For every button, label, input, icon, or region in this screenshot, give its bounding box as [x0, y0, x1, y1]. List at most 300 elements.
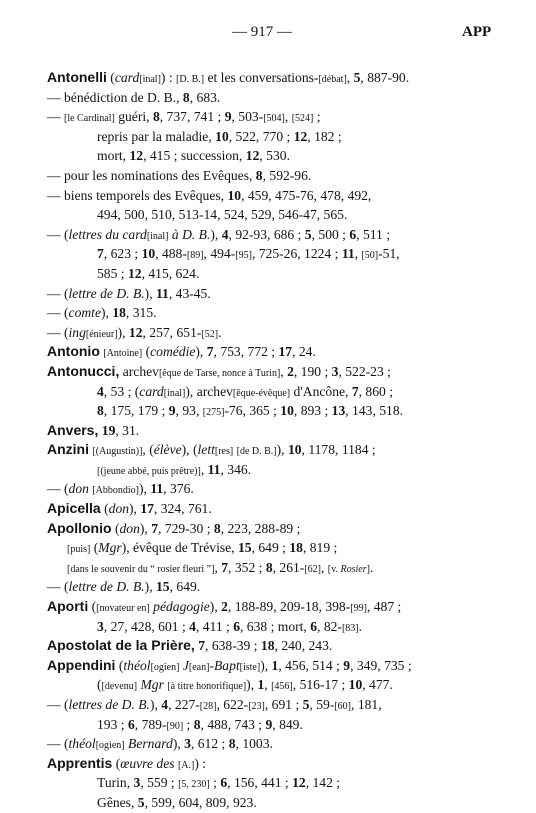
- entry-text: 4: [189, 618, 196, 634]
- entry-text: (: [90, 540, 99, 556]
- entry-text: , 411 ;: [195, 618, 234, 634]
- entry-text: 6: [310, 618, 318, 634]
- entry-text: , 227-: [168, 697, 200, 712]
- index-line: [0, 401, 536, 421]
- entry-text: [D. B.]: [176, 74, 205, 85]
- entry-text: 7: [198, 638, 206, 654]
- entry-headword: Apprentis: [47, 754, 113, 771]
- entry-text: — pour les nominations des Evêques,: [47, 167, 256, 183]
- entry-text: , 516-17 ;: [292, 677, 349, 693]
- entry-text: [(jeune abbé, puis prêtre)]: [97, 465, 201, 477]
- entry-text: , 143, 518.: [345, 403, 404, 419]
- entry-text: , 349, 735 ;: [350, 657, 412, 673]
- entry-text: 12: [127, 265, 142, 281]
- index-line: [0, 127, 536, 147]
- entry-text: [23]: [248, 701, 265, 712]
- entry-text: 11: [207, 461, 221, 477]
- index-line: [0, 577, 536, 597]
- entry-text: [le Cardinal]: [64, 113, 115, 125]
- entry-text: , 477.: [362, 677, 393, 693]
- index-line: [0, 264, 536, 284]
- entry-text: [novateur en]: [96, 603, 150, 615]
- entry-text: , 190 ;: [293, 363, 332, 379]
- entry-text: don: [68, 481, 89, 497]
- entry-text: , 181,: [351, 697, 382, 712]
- entry-text: , 24.: [292, 344, 316, 360]
- entry-text: ),: [246, 677, 258, 693]
- entry-headword: Antonio: [47, 343, 100, 360]
- index-line: [0, 460, 536, 480]
- entry-text: élève: [153, 442, 182, 458]
- entry-text: [60]: [334, 701, 352, 712]
- entry-text: [Antoine]: [103, 348, 143, 360]
- entry-text: 8: [213, 520, 221, 536]
- entry-text: [504]: [263, 113, 285, 125]
- entry-text: , 500 ;: [311, 226, 350, 242]
- entry-text: 494, 500, 510, 513-14, 524, 529, 546-47, 565.: [97, 207, 348, 223]
- entry-text: [v.: [327, 563, 341, 575]
- entry-text: [5, 230]: [178, 779, 210, 791]
- entry-text: , 182 ;: [307, 128, 342, 144]
- entry-text: 7: [97, 246, 104, 262]
- entry-text: repris par la maladie,: [97, 128, 216, 144]
- entry-text: [95]: [235, 250, 252, 262]
- entry-text: 2: [221, 599, 228, 615]
- entry-text: [90]: [166, 720, 184, 732]
- index-entries: [0, 68, 536, 813]
- entry-text: — (: [47, 579, 69, 595]
- entry-text: 5: [304, 226, 312, 242]
- entry-text: ),: [195, 344, 207, 360]
- entry-text: [êque de Tarse, nonce à Turin]: [158, 367, 281, 379]
- entry-text: 7: [351, 383, 359, 399]
- index-line: [0, 597, 536, 617]
- entry-text: — (: [47, 481, 69, 497]
- index-line: [0, 225, 536, 245]
- entry-text: Mgr: [98, 540, 122, 556]
- entry-text: 585 ;: [97, 265, 128, 281]
- entry-text: Turin,: [97, 775, 134, 791]
- entry-text: ,: [200, 461, 208, 477]
- entry-text: , 175, 179 ;: [103, 403, 169, 419]
- index-line: [0, 538, 536, 558]
- entry-text: archev: [119, 363, 159, 379]
- entry-text: lett: [197, 442, 215, 458]
- entry-text: , 315.: [125, 305, 157, 321]
- entry-text: [456]: [271, 681, 293, 693]
- index-line: [0, 695, 536, 715]
- entry-text: [A.]: [177, 759, 195, 771]
- entry-text: —: [47, 109, 64, 125]
- entry-text: comédie: [150, 344, 196, 360]
- entry-text: card: [114, 70, 140, 85]
- index-line: [0, 656, 536, 676]
- entry-text: 1: [271, 657, 279, 673]
- entry-text: , 789-: [134, 716, 167, 732]
- entry-text: , 849.: [272, 716, 303, 732]
- entry-headword: Apollonio: [47, 519, 112, 536]
- entry-text: 5: [137, 794, 145, 810]
- index-line: [0, 440, 536, 460]
- entry-text: , 223, 288-89 ;: [220, 520, 301, 536]
- entry-text: , 488, 743 ;: [200, 716, 266, 732]
- entry-text: [devenu]: [101, 681, 138, 693]
- entry-text: — bénédiction de D. B.,: [47, 89, 183, 105]
- entry-text: ),: [144, 579, 156, 595]
- entry-text: 8: [228, 736, 236, 752]
- entry-text: , 622-: [216, 697, 249, 712]
- entry-text: [89]: [186, 250, 204, 262]
- entry-text: [à titre honorifique]: [167, 681, 247, 693]
- entry-text: , 488-: [155, 246, 187, 262]
- entry-text: 3: [97, 618, 104, 634]
- entry-text: , 376.: [163, 481, 194, 497]
- entry-text: .: [358, 618, 363, 634]
- entry-text: [ogien]: [95, 740, 125, 752]
- entry-text: , 691 ;: [264, 697, 303, 712]
- entry-text: [puis]: [67, 544, 91, 556]
- entry-text: , 1003.: [235, 736, 273, 752]
- index-line: [0, 754, 536, 774]
- index-line: [0, 107, 536, 127]
- entry-text: 2: [287, 363, 294, 379]
- index-line: [0, 519, 536, 539]
- index-line: [0, 146, 536, 166]
- entry-text: comte: [68, 305, 101, 321]
- entry-text: , 623 ;: [103, 246, 142, 262]
- entry-text: , 93,: [175, 403, 203, 419]
- entry-text: guéri,: [114, 109, 153, 125]
- entry-text: , 649 ;: [251, 540, 290, 556]
- entry-text: [inal]: [163, 387, 186, 399]
- index-line: [0, 734, 536, 754]
- entry-text: 7: [206, 344, 214, 360]
- entry-text: , 257, 651-: [142, 324, 202, 340]
- entry-text: -76, 365 ;: [224, 403, 281, 419]
- entry-text: (: [112, 755, 121, 771]
- entry-text: , 415, 624.: [141, 265, 200, 281]
- page-number: — 917 —: [232, 24, 292, 40]
- entry-text: 8: [255, 167, 263, 183]
- entry-text: 6: [220, 775, 228, 791]
- entry-text: 9: [265, 716, 273, 732]
- entry-text: 19: [101, 422, 116, 438]
- entry-text: -51,: [378, 246, 400, 262]
- entry-text: , 612 ;: [190, 736, 229, 752]
- entry-text: d'Ancône,: [290, 383, 352, 399]
- entry-text: œuvre des: [120, 755, 175, 771]
- entry-text: , 1178, 1184 ;: [301, 442, 376, 458]
- entry-text: 12: [128, 324, 143, 340]
- entry-text: [ean]: [188, 661, 210, 673]
- index-line: [0, 479, 536, 499]
- entry-text: , 522-23 ;: [338, 363, 391, 379]
- index-line: [0, 205, 536, 225]
- entry-text: [res]: [214, 446, 234, 458]
- entry-text: ,: [354, 246, 362, 262]
- entry-text: — (: [47, 305, 69, 321]
- entry-text: ), archev: [185, 383, 233, 399]
- entry-text: Gênes,: [97, 794, 138, 810]
- entry-text: 18: [260, 638, 275, 654]
- entry-text: J: [182, 657, 189, 673]
- entry-text: 8: [182, 89, 190, 105]
- entry-text: [inal]: [146, 230, 169, 242]
- index-line: [0, 617, 536, 637]
- entry-text: 10: [348, 677, 363, 693]
- entry-text: Bernard: [128, 736, 173, 752]
- entry-text: lettre de D. B.: [68, 285, 145, 301]
- entry-text: , 819 ;: [302, 540, 338, 556]
- entry-text: ),: [149, 697, 162, 712]
- running-head: APP: [462, 24, 492, 40]
- entry-text: ),: [139, 520, 152, 536]
- index-line: [0, 636, 536, 656]
- entry-text: .: [369, 559, 374, 575]
- entry-text: 9: [168, 403, 176, 419]
- entry-text: , 415 ; succession,: [143, 148, 246, 164]
- entry-text: [(Augustin)]: [92, 446, 143, 458]
- entry-text: , 240, 243.: [274, 638, 333, 654]
- entry-text: , 592-96.: [262, 167, 312, 183]
- entry-text: 12: [293, 128, 308, 144]
- entry-text: , 92-93, 686 ;: [228, 226, 305, 242]
- entry-text: 8: [152, 109, 160, 125]
- entry-text: , 352 ;: [228, 559, 266, 575]
- entry-text: (: [97, 677, 102, 693]
- entry-text: — (: [47, 226, 69, 242]
- entry-text: 11: [150, 481, 164, 497]
- entry-text: , 487 ;: [366, 599, 402, 615]
- entry-headword: Apicella: [47, 500, 101, 517]
- entry-text: 4: [221, 226, 229, 242]
- entry-text: 11: [156, 285, 169, 301]
- entry-text: , 649.: [169, 579, 201, 595]
- entry-text: ),: [276, 442, 288, 458]
- entry-text: ),: [117, 324, 129, 340]
- entry-text: théol: [123, 657, 151, 673]
- index-line: [0, 382, 536, 402]
- entry-text: , 261-: [272, 559, 305, 575]
- entry-text: 12: [129, 148, 144, 164]
- entry-headword: Apostolat de la Prière,: [47, 637, 195, 654]
- entry-text: 12: [292, 775, 306, 791]
- index-line: [0, 362, 536, 382]
- index-line: [0, 421, 536, 441]
- entry-text: , 893 ;: [293, 403, 332, 419]
- entry-text: , 27, 428, 601 ;: [103, 618, 190, 634]
- index-line: [0, 284, 536, 304]
- entry-text: , 683.: [189, 89, 221, 105]
- entry-text: , 503-: [231, 109, 264, 125]
- entry-headword: Anzini: [47, 441, 89, 458]
- entry-text: pédagogie: [153, 599, 210, 615]
- entry-text: 15: [237, 540, 252, 556]
- entry-text: 193 ;: [97, 716, 128, 732]
- entry-text: 1: [257, 677, 265, 693]
- entry-text: 4: [161, 697, 169, 712]
- entry-headword: Antonucci,: [47, 362, 120, 379]
- entry-text: [62]: [304, 563, 321, 575]
- entry-text: don: [119, 520, 140, 536]
- entry-text: 18: [289, 540, 303, 556]
- entry-text: , 638 ; mort,: [240, 618, 311, 634]
- entry-text: ),: [172, 736, 185, 752]
- entry-text: 9: [343, 657, 351, 673]
- entry-text: , 725-26, 1224 ;: [251, 246, 342, 262]
- entry-text: (: [106, 70, 115, 85]
- entry-text: , 522, 770 ;: [228, 128, 294, 144]
- entry-text: -Bapt: [209, 657, 240, 673]
- entry-text: ),: [209, 599, 222, 615]
- index-line: [0, 793, 536, 813]
- index-line: [0, 499, 536, 519]
- entry-text: 10: [227, 187, 242, 203]
- entry-text: ) :: [194, 755, 207, 771]
- entry-text: 6: [349, 226, 357, 242]
- entry-text: 7: [151, 520, 158, 536]
- entry-text: 5: [302, 697, 310, 712]
- entry-text: , 729-30 ;: [158, 520, 214, 536]
- entry-text: lettres de D. B.: [68, 697, 150, 712]
- entry-text: , 599, 604, 809, 923.: [144, 794, 257, 810]
- entry-text: 17: [278, 344, 293, 360]
- index-line: [0, 323, 536, 343]
- entry-text: , 494-: [203, 246, 236, 262]
- entry-text: théol: [68, 736, 96, 752]
- entry-text: , 59-: [309, 697, 335, 712]
- entry-text: ), (: [181, 442, 198, 458]
- entry-text: — (: [47, 285, 69, 301]
- index-line: [0, 558, 536, 578]
- entry-text: 10: [280, 403, 294, 419]
- entry-text: , 142 ;: [305, 775, 341, 791]
- index-line: [0, 675, 536, 695]
- entry-text: 5: [353, 70, 361, 85]
- index-line: [0, 715, 536, 735]
- entry-text: , 887-90.: [360, 70, 410, 85]
- index-line: [0, 773, 536, 793]
- entry-text: [99]: [350, 603, 367, 615]
- entry-text: , 559 ;: [140, 775, 179, 791]
- entry-text: ,: [264, 677, 272, 693]
- entry-text: , 737, 741 ;: [159, 109, 225, 125]
- entry-headword: Anvers,: [47, 421, 99, 438]
- entry-text: — biens temporels des Evêques,: [47, 187, 228, 203]
- entry-text: (: [142, 344, 151, 360]
- entry-text: 17: [140, 501, 154, 517]
- entry-text: , 346.: [220, 461, 252, 477]
- entry-text: 7: [221, 559, 229, 575]
- entry-text: 3: [331, 363, 339, 379]
- entry-text: 8: [193, 716, 201, 732]
- entry-text: [Abbondio]: [92, 485, 139, 497]
- entry-text: 15: [156, 579, 170, 595]
- entry-text: (: [111, 520, 120, 536]
- entry-text: ),: [210, 226, 222, 242]
- entry-text: , 82-: [317, 618, 342, 634]
- entry-text: 6: [127, 716, 135, 732]
- entry-text: lettre de D. B.: [68, 579, 145, 595]
- entry-text: ,: [280, 363, 288, 379]
- entry-text: ),: [139, 481, 151, 497]
- entry-text: — (: [47, 736, 69, 752]
- entry-text: [iste]: [239, 661, 261, 673]
- entry-text: [dans le souvenir du “ rosier fleuri ”]: [67, 563, 215, 575]
- entry-text: mort,: [97, 148, 130, 164]
- entry-text: [débat]: [318, 74, 347, 85]
- entry-text: (: [115, 657, 124, 673]
- entry-text: [de D. B.]: [236, 446, 277, 458]
- entry-headword: Antonelli: [47, 69, 107, 85]
- entry-text: ;: [209, 775, 221, 791]
- entry-text: à D. B.: [168, 226, 211, 242]
- entry-text: [52]: [201, 328, 219, 340]
- entry-text: ,: [284, 109, 292, 125]
- entry-text: 9: [224, 109, 232, 125]
- entry-text: 4: [97, 383, 104, 399]
- entry-text: , 459, 475-76, 478, 492,: [241, 187, 372, 203]
- entry-text: .: [218, 324, 222, 340]
- index-line: [0, 303, 536, 323]
- entry-text: ;: [183, 716, 194, 732]
- entry-text: [83]: [341, 622, 359, 634]
- entry-text: , 43-45.: [168, 285, 211, 301]
- entry-text: , 456, 514 ;: [278, 657, 344, 673]
- entry-text: 8: [97, 403, 104, 419]
- entry-text: , (: [142, 442, 154, 458]
- index-line: [0, 186, 536, 206]
- entry-text: ,: [346, 70, 354, 85]
- entry-text: , 530.: [259, 148, 290, 164]
- entry-text: [ogien]: [150, 661, 180, 673]
- entry-text: [524]: [291, 113, 314, 125]
- index-line: [0, 244, 536, 264]
- entry-text: ),: [260, 657, 272, 673]
- index-line: [0, 342, 536, 362]
- entry-text: 10: [287, 442, 302, 458]
- entry-text: , 53 ; (: [103, 383, 140, 399]
- index-line: [0, 68, 536, 88]
- entry-text: Rosier: [340, 563, 367, 575]
- entry-text: — (: [47, 324, 69, 340]
- entry-text: 10: [141, 246, 156, 262]
- entry-text: 8: [265, 559, 273, 575]
- entry-text: [inal]: [139, 74, 161, 85]
- entry-text: ),: [101, 305, 113, 321]
- entry-text: 11: [341, 246, 355, 262]
- entry-text: ), évêque de Trévise,: [121, 540, 238, 556]
- entry-text: don: [108, 501, 130, 517]
- entry-text: ;: [313, 109, 321, 125]
- entry-text: 6: [233, 618, 240, 634]
- entry-headword: Appendini: [47, 656, 116, 673]
- entry-text: , 156, 441 ;: [227, 775, 293, 791]
- entry-text: et les conversations-: [204, 70, 319, 85]
- entry-text: (: [100, 501, 109, 517]
- entry-text: card: [139, 383, 164, 399]
- entry-text: 3: [133, 775, 141, 791]
- entry-text: , 860 ;: [358, 383, 393, 399]
- entry-text: 12: [245, 148, 260, 164]
- entry-text: [50]: [361, 250, 379, 262]
- entry-text: ing: [68, 324, 86, 340]
- entry-text: — (: [47, 697, 69, 712]
- entry-text: ),: [129, 501, 141, 517]
- index-line: [0, 166, 536, 186]
- entry-text: , 511 ;: [356, 226, 391, 242]
- entry-text: , 188-89, 209-18, 398-: [227, 599, 351, 615]
